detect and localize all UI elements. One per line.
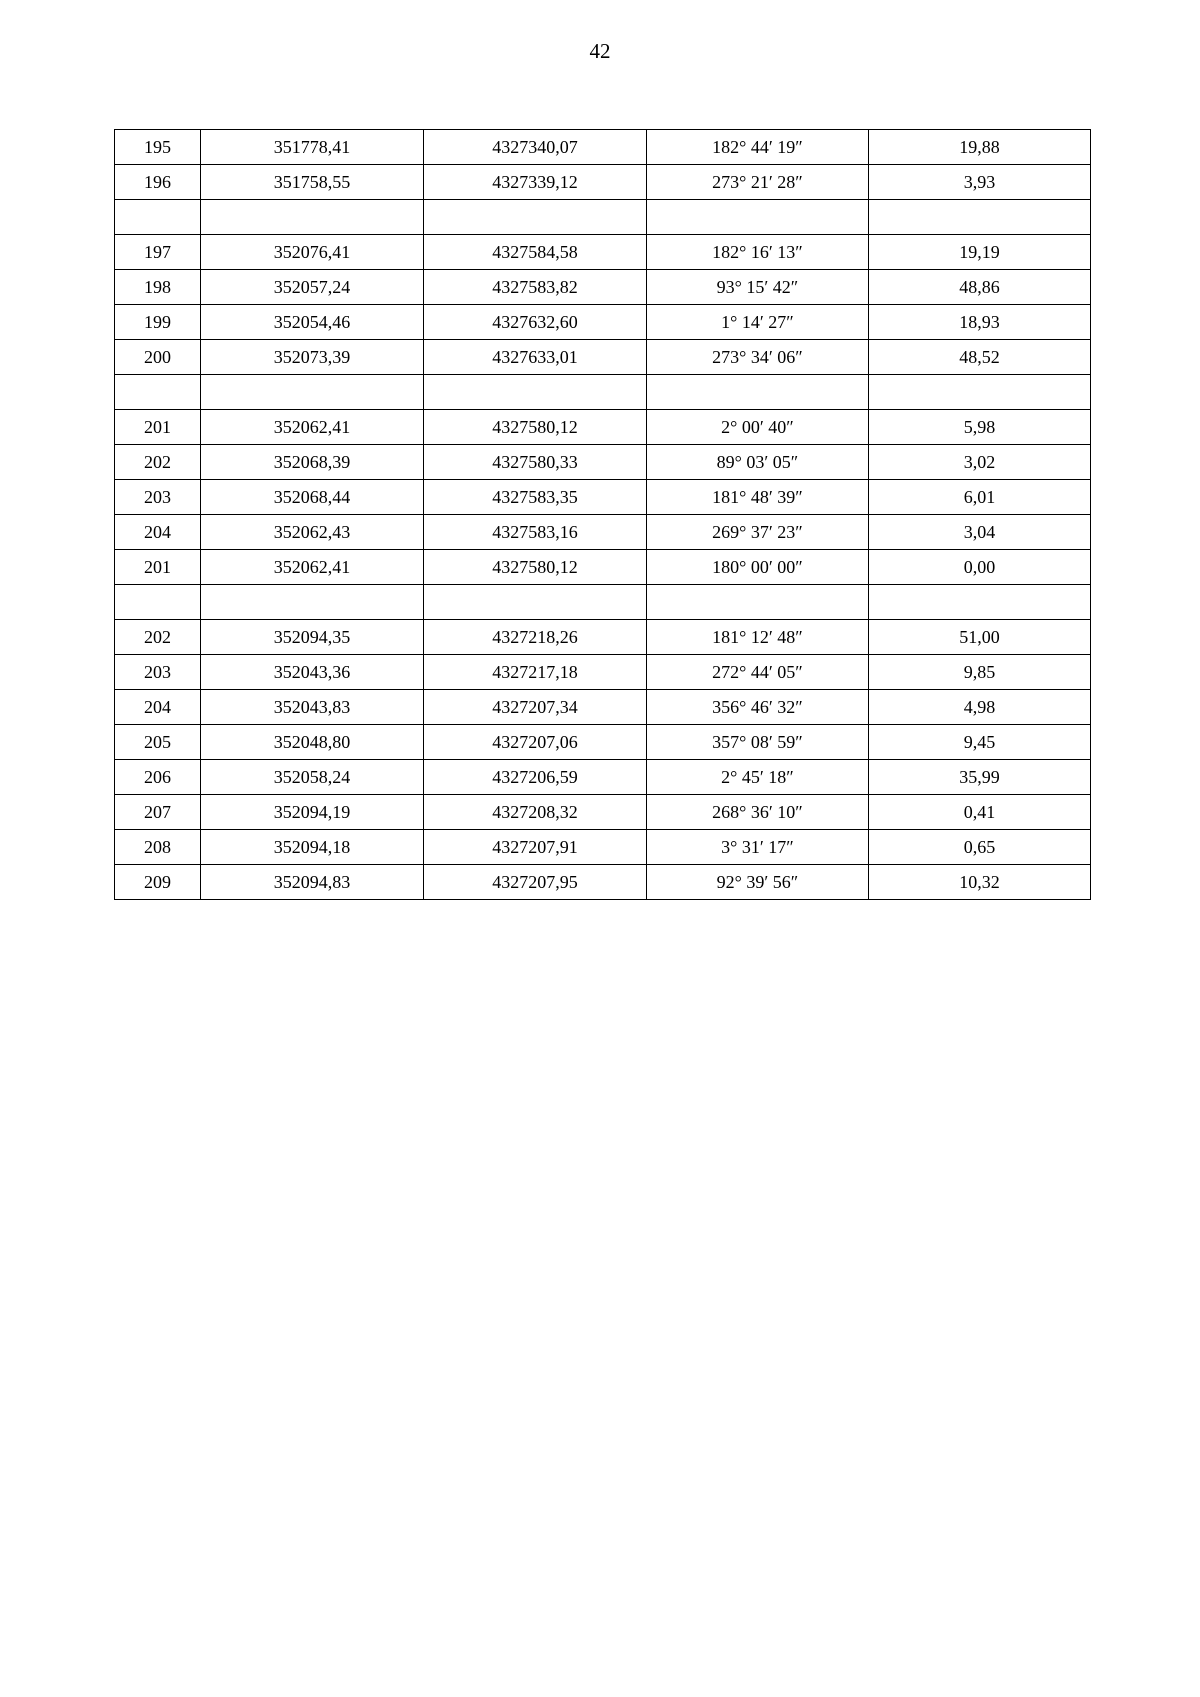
distance-cell: 48,52 xyxy=(869,340,1091,375)
x-coordinate-cell: 351758,55 xyxy=(201,165,424,200)
point-number-cell: 199 xyxy=(115,305,201,340)
point-number-cell: 204 xyxy=(115,690,201,725)
table-row xyxy=(115,130,1091,165)
y-coordinate-cell: 4327218,26 xyxy=(424,620,647,655)
bearing-cell: 269° 37′ 23″ xyxy=(647,515,869,550)
separator-row xyxy=(115,585,1091,620)
table-row xyxy=(115,305,1091,340)
distance-cell xyxy=(869,585,1091,620)
x-coordinate-cell: 352076,41 xyxy=(201,235,424,270)
table-row xyxy=(115,690,1091,725)
y-coordinate-cell: 4327206,59 xyxy=(424,760,647,795)
table-row xyxy=(115,795,1091,830)
y-coordinate-cell: 4327207,06 xyxy=(424,725,647,760)
point-number-cell xyxy=(115,375,201,410)
point-number-cell: 203 xyxy=(115,655,201,690)
bearing-cell: 2° 00′ 40″ xyxy=(647,410,869,445)
bearing-cell: 273° 21′ 28″ xyxy=(647,165,869,200)
x-coordinate-cell: 352062,41 xyxy=(201,410,424,445)
bearing-cell: 182° 44′ 19″ xyxy=(647,130,869,165)
distance-cell xyxy=(869,200,1091,235)
table-row xyxy=(115,480,1091,515)
bearing-cell: 356° 46′ 32″ xyxy=(647,690,869,725)
y-coordinate-cell: 4327339,12 xyxy=(424,165,647,200)
point-number-cell: 204 xyxy=(115,515,201,550)
point-number-cell: 202 xyxy=(115,445,201,480)
page-number: 42 xyxy=(589,39,611,63)
point-number-cell xyxy=(115,200,201,235)
distance-cell: 3,93 xyxy=(869,165,1091,200)
distance-cell: 5,98 xyxy=(869,410,1091,445)
distance-cell: 0,65 xyxy=(869,830,1091,865)
x-coordinate-cell: 352043,83 xyxy=(201,690,424,725)
table-row xyxy=(115,760,1091,795)
coordinates-table xyxy=(114,129,1091,900)
point-number-cell: 207 xyxy=(115,795,201,830)
distance-cell: 48,86 xyxy=(869,270,1091,305)
point-number-cell: 205 xyxy=(115,725,201,760)
point-number-cell: 195 xyxy=(115,130,201,165)
point-number-cell: 202 xyxy=(115,620,201,655)
point-number-cell: 206 xyxy=(115,760,201,795)
point-number-cell: 198 xyxy=(115,270,201,305)
y-coordinate-cell: 4327580,12 xyxy=(424,410,647,445)
y-coordinate-cell: 4327207,34 xyxy=(424,690,647,725)
y-coordinate-cell xyxy=(424,585,647,620)
y-coordinate-cell xyxy=(424,200,647,235)
x-coordinate-cell: 352057,24 xyxy=(201,270,424,305)
distance-cell: 19,19 xyxy=(869,235,1091,270)
bearing-cell: 357° 08′ 59″ xyxy=(647,725,869,760)
bearing-cell: 273° 34′ 06″ xyxy=(647,340,869,375)
distance-cell: 18,93 xyxy=(869,305,1091,340)
bearing-cell: 181° 48′ 39″ xyxy=(647,480,869,515)
x-coordinate-cell xyxy=(201,375,424,410)
x-coordinate-cell: 352043,36 xyxy=(201,655,424,690)
point-number-cell: 197 xyxy=(115,235,201,270)
x-coordinate-cell: 351778,41 xyxy=(201,130,424,165)
x-coordinate-cell: 352094,19 xyxy=(201,795,424,830)
x-coordinate-cell: 352068,39 xyxy=(201,445,424,480)
y-coordinate-cell: 4327632,60 xyxy=(424,305,647,340)
x-coordinate-cell: 352094,35 xyxy=(201,620,424,655)
x-coordinate-cell: 352054,46 xyxy=(201,305,424,340)
table-row xyxy=(115,235,1091,270)
table-row xyxy=(115,165,1091,200)
bearing-cell: 3° 31′ 17″ xyxy=(647,830,869,865)
x-coordinate-cell: 352058,24 xyxy=(201,760,424,795)
bearing-cell: 2° 45′ 18″ xyxy=(647,760,869,795)
table-row xyxy=(115,655,1091,690)
x-coordinate-cell: 352048,80 xyxy=(201,725,424,760)
x-coordinate-cell: 352068,44 xyxy=(201,480,424,515)
y-coordinate-cell: 4327580,12 xyxy=(424,550,647,585)
x-coordinate-cell: 352062,41 xyxy=(201,550,424,585)
bearing-cell: 89° 03′ 05″ xyxy=(647,445,869,480)
point-number-cell xyxy=(115,585,201,620)
bearing-cell xyxy=(647,375,869,410)
y-coordinate-cell: 4327207,95 xyxy=(424,865,647,900)
y-coordinate-cell: 4327207,91 xyxy=(424,830,647,865)
point-number-cell: 203 xyxy=(115,480,201,515)
coordinates-table-body xyxy=(115,130,1091,900)
bearing-cell: 272° 44′ 05″ xyxy=(647,655,869,690)
distance-cell: 10,32 xyxy=(869,865,1091,900)
table-row xyxy=(115,830,1091,865)
y-coordinate-cell: 4327583,82 xyxy=(424,270,647,305)
point-number-cell: 201 xyxy=(115,550,201,585)
bearing-cell xyxy=(647,585,869,620)
distance-cell: 19,88 xyxy=(869,130,1091,165)
bearing-cell: 268° 36′ 10″ xyxy=(647,795,869,830)
distance-cell: 9,85 xyxy=(869,655,1091,690)
table-row xyxy=(115,550,1091,585)
y-coordinate-cell: 4327633,01 xyxy=(424,340,647,375)
x-coordinate-cell xyxy=(201,200,424,235)
distance-cell: 3,02 xyxy=(869,445,1091,480)
y-coordinate-cell: 4327340,07 xyxy=(424,130,647,165)
point-number-cell: 196 xyxy=(115,165,201,200)
y-coordinate-cell: 4327208,32 xyxy=(424,795,647,830)
bearing-cell: 181° 12′ 48″ xyxy=(647,620,869,655)
x-coordinate-cell: 352094,83 xyxy=(201,865,424,900)
distance-cell: 3,04 xyxy=(869,515,1091,550)
point-number-cell: 209 xyxy=(115,865,201,900)
table-row xyxy=(115,725,1091,760)
point-number-cell: 200 xyxy=(115,340,201,375)
table-row xyxy=(115,445,1091,480)
distance-cell: 0,41 xyxy=(869,795,1091,830)
distance-cell: 35,99 xyxy=(869,760,1091,795)
x-coordinate-cell xyxy=(201,585,424,620)
table-row xyxy=(115,340,1091,375)
bearing-cell: 93° 15′ 42″ xyxy=(647,270,869,305)
y-coordinate-cell: 4327583,35 xyxy=(424,480,647,515)
y-coordinate-cell xyxy=(424,375,647,410)
y-coordinate-cell: 4327217,18 xyxy=(424,655,647,690)
distance-cell: 9,45 xyxy=(869,725,1091,760)
table-row xyxy=(115,515,1091,550)
table-row xyxy=(115,270,1091,305)
point-number-cell: 201 xyxy=(115,410,201,445)
separator-row xyxy=(115,200,1091,235)
bearing-cell: 180° 00′ 00″ xyxy=(647,550,869,585)
table-row xyxy=(115,620,1091,655)
distance-cell: 4,98 xyxy=(869,690,1091,725)
bearing-cell xyxy=(647,200,869,235)
x-coordinate-cell: 352062,43 xyxy=(201,515,424,550)
y-coordinate-cell: 4327580,33 xyxy=(424,445,647,480)
table-row xyxy=(115,865,1091,900)
x-coordinate-cell: 352094,18 xyxy=(201,830,424,865)
distance-cell: 0,00 xyxy=(869,550,1091,585)
point-number-cell: 208 xyxy=(115,830,201,865)
distance-cell: 51,00 xyxy=(869,620,1091,655)
table-row xyxy=(115,410,1091,445)
bearing-cell: 182° 16′ 13″ xyxy=(647,235,869,270)
distance-cell xyxy=(869,375,1091,410)
y-coordinate-cell: 4327583,16 xyxy=(424,515,647,550)
bearing-cell: 92° 39′ 56″ xyxy=(647,865,869,900)
y-coordinate-cell: 4327584,58 xyxy=(424,235,647,270)
x-coordinate-cell: 352073,39 xyxy=(201,340,424,375)
bearing-cell: 1° 14′ 27″ xyxy=(647,305,869,340)
separator-row xyxy=(115,375,1091,410)
distance-cell: 6,01 xyxy=(869,480,1091,515)
